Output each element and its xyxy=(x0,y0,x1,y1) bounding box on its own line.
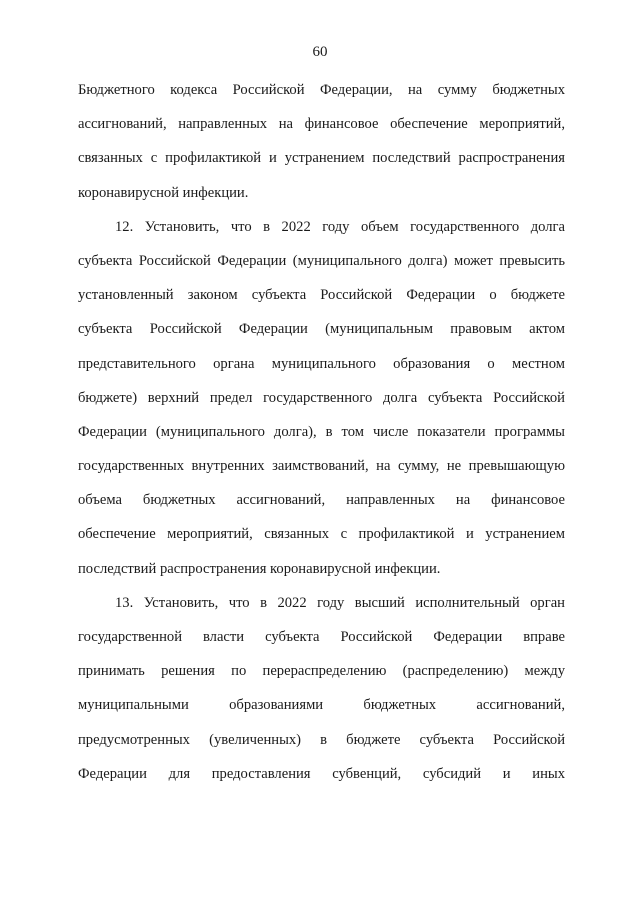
text-line: обеспечение мероприятий, связанных с профилактикой и устранением xyxy=(78,526,565,543)
paragraph-13 xyxy=(78,591,565,796)
text-line: связанных с профилактикой и устранением последствий распространения xyxy=(78,150,565,167)
text-line: 12. Установить, что в 2022 году объем государственного долга xyxy=(115,218,565,235)
text-line: представительного органа муниципального образования о местном xyxy=(78,355,565,372)
text-line: Бюджетного кодекса Российской Федерации, на сумму бюджетных xyxy=(78,82,565,98)
text-line: Федерации (муниципального долга), в том числе показатели программы xyxy=(78,423,565,440)
text-line: объема бюджетных ассигнований, направленных на финансовое xyxy=(78,492,565,509)
paragraph-continuation xyxy=(78,78,565,215)
document-body xyxy=(78,78,565,796)
text-line: муниципальными образованиями бюджетных ассигнований, xyxy=(78,697,565,714)
page-number: 60 xyxy=(312,44,328,60)
text-line: 13. Установить, что в 2022 году высший исполнительный орган xyxy=(115,594,565,611)
text-line: установленный законом субъекта Российской Федерации о бюджете xyxy=(78,287,565,304)
text-line: субъекта Российской Федерации (муниципальным правовым актом xyxy=(78,321,565,338)
text-line: последствий распространения коронавирусной инфекции. xyxy=(78,560,441,577)
text-line: ассигнований, направленных на финансовое обеспечение мероприятий, xyxy=(78,116,565,133)
text-line: государственной власти субъекта Российской Федерации вправе xyxy=(78,629,565,645)
text-line: бюджете) верхний предел государственного долга субъекта Российской xyxy=(78,389,565,406)
text-line: принимать решения по перераспределению (распределению) между xyxy=(78,663,565,680)
paragraph-12 xyxy=(78,215,565,591)
text-line: коронавирусной инфекции. xyxy=(78,184,249,201)
text-line: государственных внутренних заимствований, на сумму, не превышающую xyxy=(78,458,565,475)
text-line: предусмотренных (увеличенных) в бюджете субъекта Российской xyxy=(78,731,565,748)
text-line: Федерации для предоставления субвенций, субсидий и иных xyxy=(78,765,565,782)
text-line: субъекта Российской Федерации (муниципального долга) может превысить xyxy=(78,252,565,269)
